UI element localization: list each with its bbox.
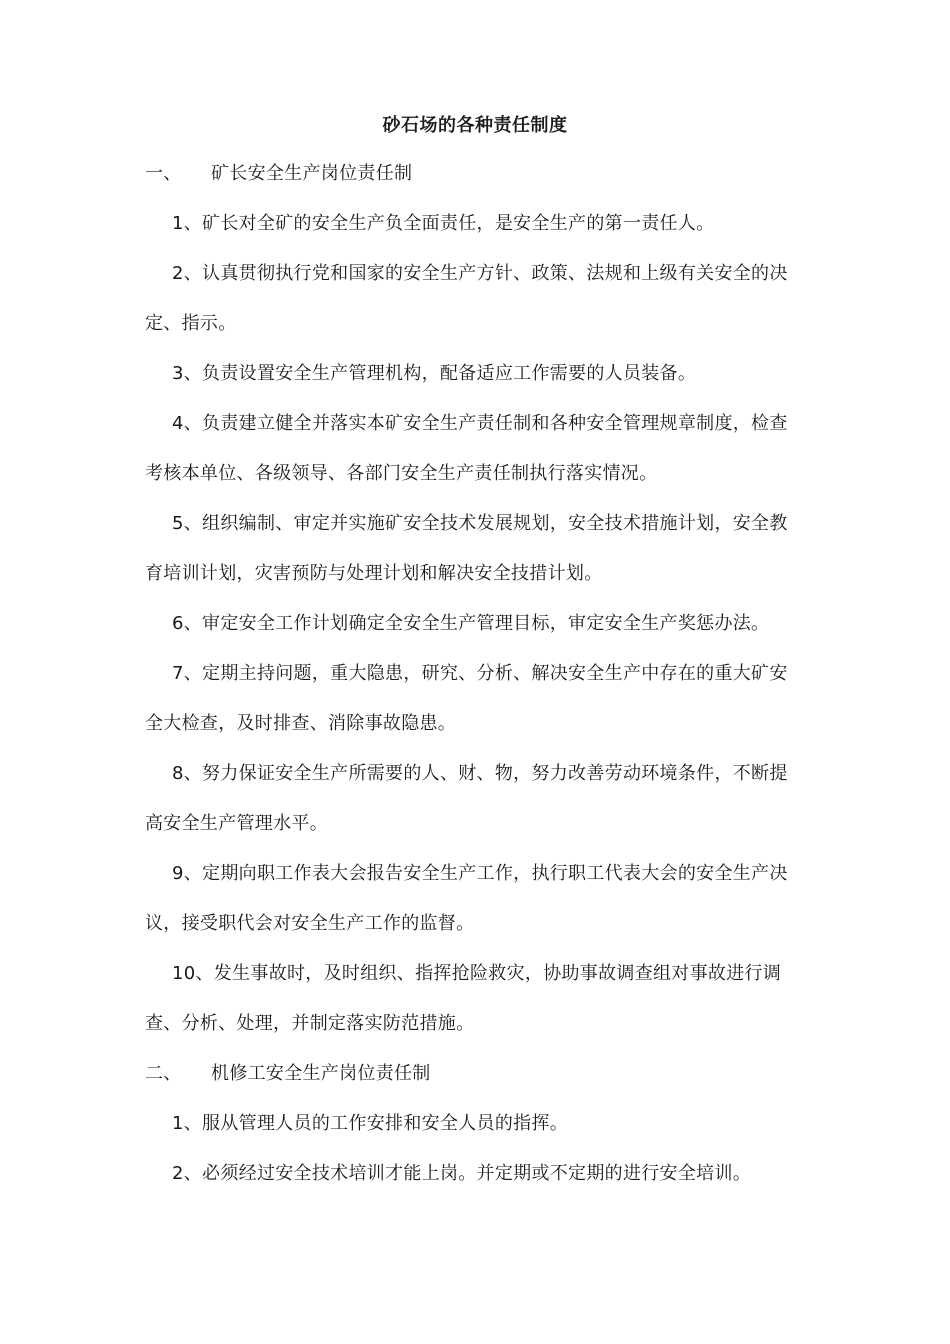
paragraph-line: 9、定期向职工作表大会报告安全生产工作，执行职工代表大会的安全生产决 — [172, 863, 788, 884]
paragraph-line: 6、审定安全工作计划确定全安全生产管理目标，审定安全生产奖惩办法。 — [172, 613, 770, 634]
paragraph-line: 查、分析、处理，并制定落实防范措施。 — [145, 1013, 475, 1034]
section-title: 矿长安全生产岗位责任制 — [211, 163, 413, 184]
paragraph-line: 2、认真贯彻执行党和国家的安全生产方针、政策、法规和上级有关安全的决 — [172, 263, 788, 284]
section-heading-2 — [145, 1061, 825, 1087]
section-title: 机修工安全生产岗位责任制 — [211, 1063, 431, 1084]
paragraph-line: 定、指示。 — [145, 313, 237, 334]
paragraph-line: 7、定期主持问题，重大隐患，研究、分析、解决安全生产中存在的重大矿安 — [172, 663, 788, 684]
paragraph-line: 3、负责设置安全生产管理机构，配备适应工作需要的人员装备。 — [172, 363, 697, 384]
paragraph-line: 育培训计划，灾害预防与处理计划和解决安全技措计划。 — [145, 563, 603, 584]
paragraph-line: 5、组织编制、审定并实施矿安全技术发展规划，安全技术措施计划，安全教 — [172, 513, 788, 534]
paragraph-line: 8、努力保证安全生产所需要的人、财、物，努力改善劳动环境条件，不断提 — [172, 763, 788, 784]
paragraph-line: 考核本单位、各级领导、各部门安全生产责任制执行落实情况。 — [145, 463, 658, 484]
section-heading-1 — [145, 161, 825, 187]
paragraph-line: 1、矿长对全矿的安全生产负全面责任，是安全生产的第一责任人。 — [172, 213, 715, 234]
paragraph-line: 4、负责建立健全并落实本矿安全生产责任制和各种安全管理规章制度，检查 — [172, 413, 788, 434]
paragraph-line: 1、服从管理人员的工作安排和安全人员的指挥。 — [172, 1113, 569, 1134]
document-title: 砂石场的各种责任制度 — [382, 115, 568, 136]
paragraph-line: 全大检查，及时排查、消除事故隐患。 — [145, 713, 457, 734]
paragraph-line: 10、发生事故时，及时组织、指挥抢险救灾，协助事故调查组对事故进行调 — [172, 963, 782, 984]
paragraph-line: 议，接受职代会对安全生产工作的监督。 — [145, 913, 475, 934]
paragraph-line: 2、必须经过安全技术培训才能上岗。并定期或不定期的进行安全培训。 — [172, 1163, 752, 1184]
paragraph-line: 高安全生产管理水平。 — [145, 813, 328, 834]
section-number: 二、 — [145, 1063, 182, 1084]
section-number: 一、 — [145, 163, 182, 184]
